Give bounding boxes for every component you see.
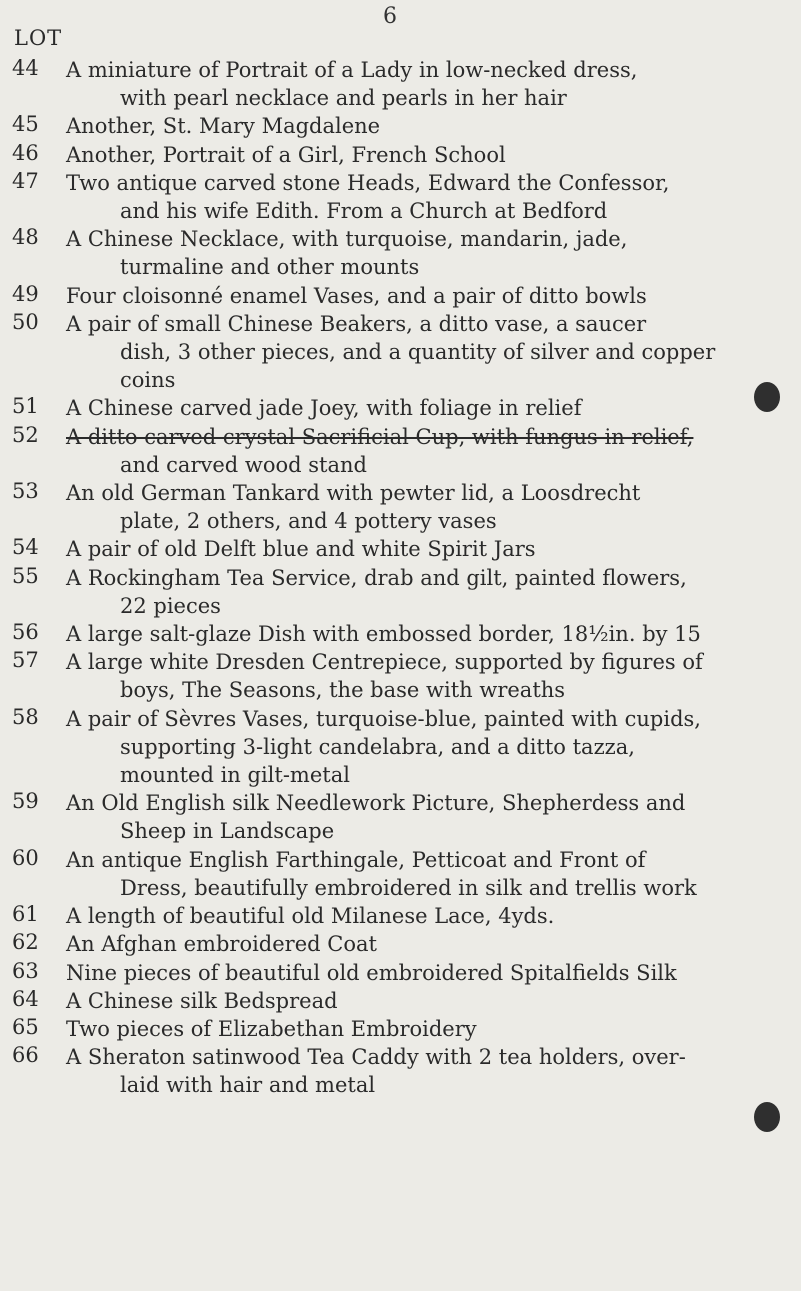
- lot-entry: [0, 705, 801, 790]
- lot-number: 57: [12, 648, 39, 673]
- lot-description: Another, St. Mary Magdalene: [66, 114, 381, 139]
- lot-number: 52: [12, 422, 39, 447]
- lot-description: Nine pieces of beautiful old embroidered Spitalfields Silk: [66, 960, 677, 985]
- lot-number: 59: [12, 789, 39, 814]
- lot-description-continued: Sheep in Landscape: [120, 819, 335, 844]
- lot-number: 54: [12, 535, 39, 560]
- lot-description: A Sheraton satinwood Tea Caddy with 2 tea holders, over-: [66, 1045, 686, 1070]
- lot-number: 62: [12, 930, 39, 955]
- lot-entry: [0, 394, 801, 422]
- lot-number: 60: [12, 845, 39, 870]
- lot-entry: [0, 282, 801, 310]
- lot-description: An Afghan embroidered Coat: [66, 932, 377, 957]
- lot-description: A Chinese silk Bedspread: [66, 988, 338, 1013]
- lot-description-continued: supporting 3-light candelabra, and a ditto tazza,: [120, 734, 635, 759]
- lot-number: 63: [12, 958, 39, 983]
- ink-blot: [754, 1102, 780, 1132]
- lot-list: [0, 56, 801, 1100]
- lot-description-continued: plate, 2 others, and 4 pottery vases: [120, 509, 497, 534]
- lot-description: Four cloisonné enamel Vases, and a pair of ditto bowls: [66, 283, 647, 308]
- lot-description-continued: Dress, beautifully embroidered in silk and trellis work: [120, 875, 697, 900]
- lot-description-continued: boys, The Seasons, the base with wreaths: [120, 678, 566, 703]
- lot-description: A pair of Sèvres Vases, turquoise-blue, painted with cupids,: [66, 706, 701, 731]
- lot-entry: [0, 423, 801, 479]
- lot-number: 50: [12, 309, 39, 334]
- lot-entry: [0, 310, 801, 395]
- lot-description-continued: laid with hair and metal: [120, 1073, 376, 1098]
- lot-description: Two antique carved stone Heads, Edward the Confessor,: [66, 170, 670, 195]
- lot-number: 45: [12, 112, 39, 137]
- lot-description: An old German Tankard with pewter lid, a Loosdrecht: [66, 481, 641, 506]
- lot-number: 65: [12, 1014, 39, 1039]
- lot-description: A length of beautiful old Milanese Lace, 4yds.: [66, 904, 555, 929]
- lot-entry: [0, 479, 801, 535]
- lot-entry: [0, 564, 801, 620]
- lot-description-continued: dish, 3 other pieces, and a quantity of silver and copper: [120, 340, 716, 365]
- lot-number: 44: [12, 56, 39, 80]
- lot-entry: [0, 169, 801, 225]
- lot-description-continued: with pearl necklace and pearls in her hair: [120, 86, 567, 111]
- lot-entry: [0, 930, 801, 958]
- lot-entry: [0, 620, 801, 648]
- lot-entry: [0, 959, 801, 987]
- lot-number: 47: [12, 168, 39, 193]
- lot-description: A Chinese carved jade Joey, with foliage in relief: [66, 396, 582, 421]
- lot-description-continued: and carved wood stand: [120, 452, 367, 477]
- lot-number: 48: [12, 225, 39, 250]
- lot-entry: [0, 112, 801, 140]
- lot-number: 64: [12, 986, 39, 1011]
- lot-entry: [0, 902, 801, 930]
- lot-number: 53: [12, 479, 39, 504]
- lot-description: A pair of old Delft blue and white Spirit Jars: [66, 537, 536, 562]
- page-number: 6: [383, 4, 397, 29]
- lot-entry: [0, 648, 801, 704]
- lot-number: 58: [12, 704, 39, 729]
- lot-description: A ditto carved crystal Sacrificial Cup, with fungus in relief,: [66, 424, 694, 449]
- lot-description: An Old English silk Needlework Picture, Shepherdess and: [66, 791, 686, 816]
- lot-entry: [0, 225, 801, 281]
- lot-description-continued: coins: [120, 368, 176, 393]
- lot-description-continued: 22 pieces: [120, 593, 221, 618]
- lot-entry: [0, 846, 801, 902]
- lot-number: 56: [12, 620, 39, 645]
- lot-number: 46: [12, 140, 39, 165]
- lot-entry: [0, 141, 801, 169]
- lot-description: Another, Portrait of a Girl, French School: [66, 142, 506, 167]
- lot-entry: [0, 56, 801, 112]
- lot-number: 49: [12, 281, 39, 306]
- lot-description: An antique English Farthingale, Petticoat and Front of: [66, 847, 646, 872]
- ink-blot: [754, 382, 780, 412]
- lot-number: 51: [12, 394, 39, 419]
- lot-entry: [0, 1015, 801, 1043]
- lot-description: A pair of small Chinese Beakers, a ditto vase, a saucer: [66, 311, 647, 336]
- lot-column-header: LOT: [14, 26, 63, 50]
- lot-description: A Rockingham Tea Service, drab and gilt, painted flowers,: [66, 565, 687, 590]
- lot-description: A large white Dresden Centrepiece, supported by figures of: [66, 650, 703, 675]
- lot-entry: [0, 535, 801, 563]
- lot-number: 61: [12, 902, 39, 927]
- lot-description: Two pieces of Elizabethan Embroidery: [66, 1016, 477, 1041]
- lot-description-continued: mounted in gilt-metal: [120, 763, 350, 788]
- lot-entry: [0, 1043, 801, 1099]
- lot-entry: [0, 789, 801, 845]
- lot-description: A Chinese Necklace, with turquoise, mandarin, jade,: [66, 227, 628, 252]
- lot-number: 66: [12, 1043, 39, 1068]
- lot-entry: [0, 987, 801, 1015]
- lot-number: 55: [12, 563, 39, 588]
- lot-description-continued: turmaline and other mounts: [120, 255, 420, 280]
- lot-description: A miniature of Portrait of a Lady in low-necked dress,: [66, 58, 638, 82]
- lot-description-continued: and his wife Edith. From a Church at Bedford: [120, 199, 608, 224]
- lot-description: A large salt-glaze Dish with embossed border, 18½in. by 15: [66, 622, 701, 647]
